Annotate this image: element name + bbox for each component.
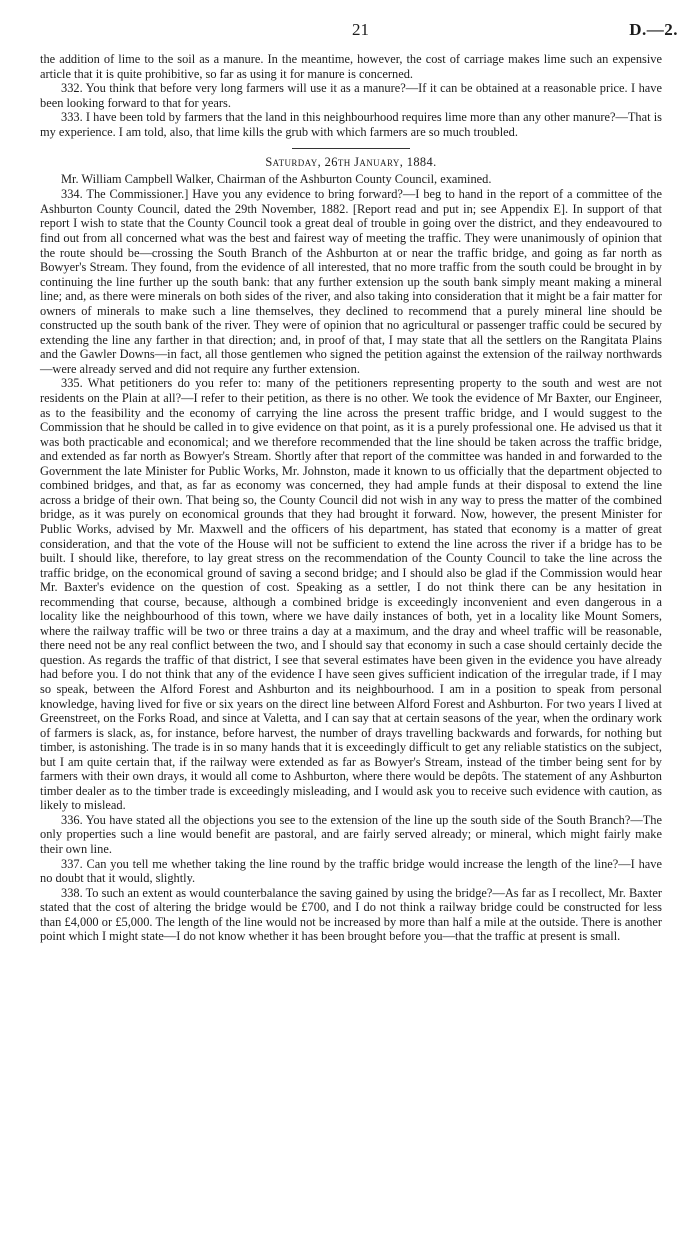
page-number: 21 [352,20,369,39]
paragraph-337: 337. Can you tell me whether taking the line round by the traffic bridge would increase the length of the line?—I have no doubt that it would, slightly. [40,856,662,886]
document-reference: D.—2. [629,20,678,39]
paragraph-333: 333. I have been told by farmers that the land in this neighbourhood requires lime more than any other manure?—That is my experience. I am told, also, that lime kills the grub with which farmers are so much troubled. [40,110,662,139]
paragraph-338: 338. To such an extent as would counterbalance the saving gained by using the bridge?—As far as I recollect, Mr. Baxter stated that the cost of altering the bridge would be £700, and I do not think a railway bridge could be constructed for less than £4,000 or £5,000. The length of the line would not be increased by more than half a mile at the outside. There is another point which I might state—I do not know whether it has been brought before you—that the traffic at present is small. [40,885,662,944]
witness-introduction: Mr. William Campbell Walker, Chairman of the Ashburton County Council, examined. [61,171,492,186]
paragraph-335: 335. What petitioners do you refer to: many of the petitioners representing property to the south and west are not residents on the Plain at all?—I refer to their petition, as there is no other. We took the evidence of Mr Baxter, our Engineer, as to the feasibility and the economy of carrying the line across the present traffic bridge, and I would suggest to the Commission that he should be called in to give evidence on that point, as it is a purely professional one. He advised us that it was both practicable and economical; and we therefore recommended that the line should be taken across the traffic bridge, and extended as far north as Bowyer's Stream. Shortly after that report of the committee was handed in and forwarded to the Government the late Minister for Public Works, Mr. Johnston, made it known to us officially that the department objected to combined bridges, and that, as far as economy was concerned, they had ample funds at their disposal to extend the line across a bridge of their own. That being so, the County Council did not wish in any way to press the matter of the combined bridge, as it was purely on economical grounds that they had brought it forward. Now, however, the present Minister for Public Works, advised by Mr. Maxwell and the officers of his department, has stated that economy is a matter of great consideration, and that the vote of the House will not be sufficient to extend the line across the river if a bridge has to be built. I should like, therefore, to lay great stress on the recommendation of the County Council to take the line across the traffic bridge, on the economical ground of saving a second bridge; and I should also be glad if the Commission would hear Mr. Baxter's evidence on the question of cost. Speaking as a settler, I do not think there can be any hesitation in recommending that course, because, although a combined bridge is exceedingly inconvenient and even dangerous in a locality like the neighbourhood of this town, where we have daily instances of both, yet in a locality like Mount Somers, where the railway traffic will be two or three trains a day at a maximum, and the dray and wheel traffic will be reasonable, there need not be any real conflict between the two, and I should say that economy in such a case should certainly decide the question. As regards the traffic of that district, I see that several estimates have been given in the evidence you have already had before you. I do not think that any of the evidence I have seen gives sufficient indication of the irregular trade, if I may so speak, between the Alford Forest and Ashburton and its neighbourhood. I am in a position to speak from personal knowledge, having lived for five or six years on the direct line between Alford Forest and Ashburton. For two years I lived at Greenstreet, on the Forks Road, and since at Valetta, and I can say that at certain seasons of the year, when the ordinary work of farmers is slack, as, for instance, before harvest, the number of drays travelling backwards and forwards, for nothing but timber, is astonishing. The trade is in so many hands that it is exceedingly difficult to get any reliable statistics on the subject, but I am quite certain that, if the railway were extended as far as Bowyer's Stream, instead of the timber being sent for by farmers with their own drays, it would all come to Ashburton, where there would be depôts. The statement of any Ashburton timber dealer as to the timber trade is exceedingly misleading, and I would ask you to receive such evidence with caution, as likely to mislead. [40,376,662,813]
paragraph-332: 332. You think that before very long farmers will use it as a manure?—If it can be obtained at a reasonable price. I have been looking forward to that for years. [40,81,662,110]
section-divider [292,148,410,149]
paragraph-continuation: the addition of lime to the soil as a manure. In the meantime, however, the cost of carriage makes lime such an expensive article that it is quite prohibitive, so far as using it for manure is concerned. [40,52,662,81]
paragraph-336: 336. You have stated all the objections you see to the extension of the line up the south side of the South Branch?—The only properties such a line would benefit are pastoral, and are fairly served already; or mineral, which might fairly make their own line. [40,812,662,856]
paragraph-334: 334. The Commissioner.] Have you any evidence to bring forward?—I beg to hand in the report of a committee of the Ashburton County Council, dated the 29th November, 1882. [Report read and put in; see Appendix E]. In support of that report I wish to state that the County Council took a great deal of trouble in going over the district, and they endeavoured to find out from all concerned what was the best and fairest way of meeting the traffic. They were unanimously of opinion that the route should be—crossing the South Branch of the Ashburton at or near the traffic bridge, and going as far north as Bowyer's Stream. They found, from the evidence of all interested, that no more traffic from the south could be brought in by continuing the line further up the south bank: that any further extension up the south bank simply meant making a mineral line; and, as there were minerals on both sides of the river, and also taking into consideration that it might be a fair matter for owners of minerals to make such a line themselves, they declined to recommend that a purely mineral line should be constructed up the south bank of the river. They were of opinion that no agricultural or passenger traffic could be secured by extending the line any farther in that direction; and, in proof of that, I may state that all the settlers on the Rangitata Plains and the Gawler Downs—in fact, all those gentlemen who signed the petition against the extension of the railway northwards—were already served and did not require any further extension. [40,187,662,376]
date-heading: Saturday, 26th January, 1884. [265,155,437,170]
page-header [0,20,700,44]
document-body [40,52,662,944]
